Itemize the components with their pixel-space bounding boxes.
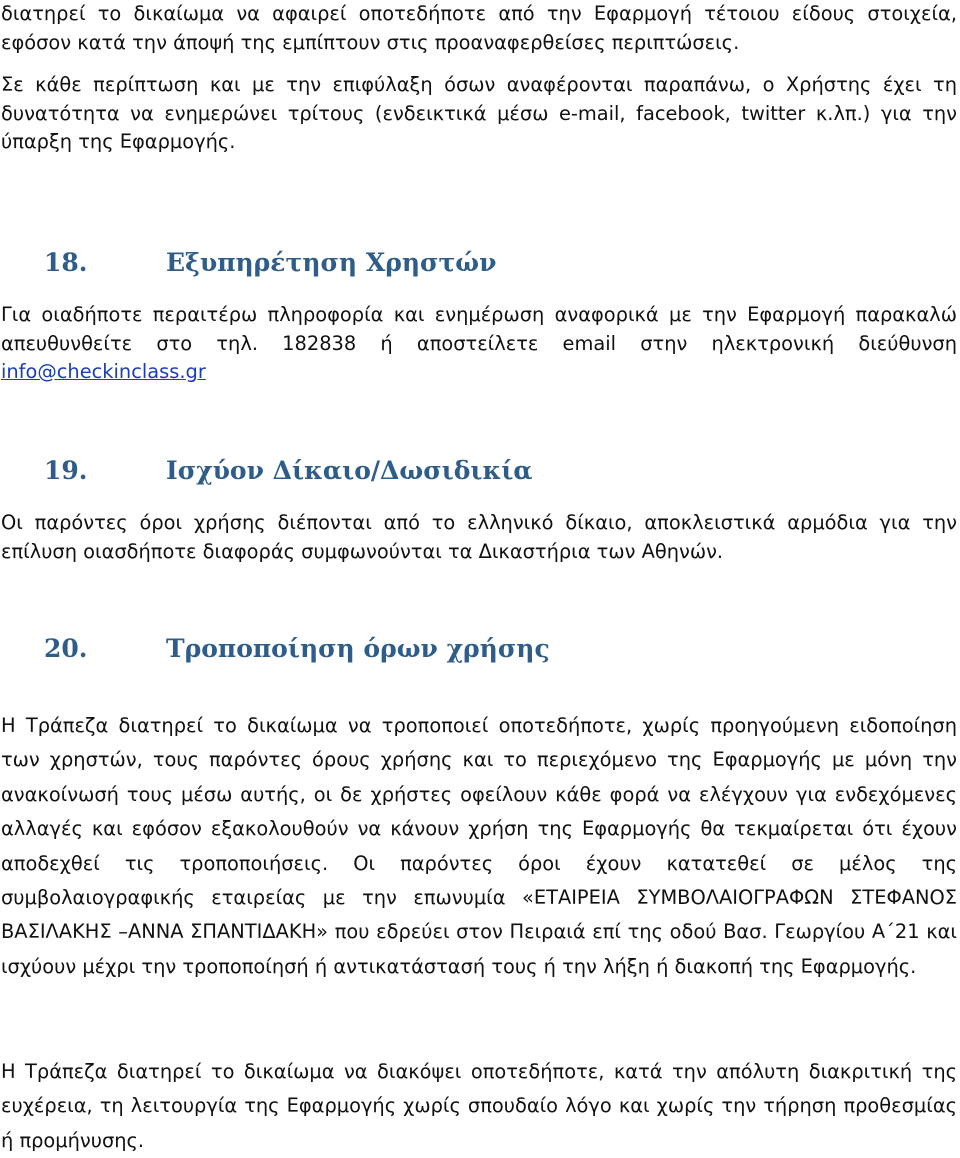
paragraph-intro-continuation: διατηρεί το δικαίωμα να αφαιρεί οποτεδήποτε από την Εφαρμογή τέτοιου είδους στοιχεία, εφόσον κατά την άποψή της εμπίπτουν στις προαναφερθείσες περιπτώσεις. xyxy=(1,2,957,54)
paragraph-customer-service xyxy=(1,301,957,387)
support-email-link[interactable]: info@checkinclass.gr xyxy=(1,360,206,383)
section-title: Ισχύον Δίκαιο/Δωσιδικία xyxy=(166,456,533,485)
paragraph-service-interruption: Η Τράπεζα διατηρεί το δικαίωμα να διακόψει οποτεδήποτε, κατά την απόλυτη διακριτική της ευχέρεια, τη λειτουργία της Εφαρμογής χωρίς σπουδαίο λόγο και χωρίς την τήρηση προθεσμίας ή προμήνυσης. xyxy=(1,1060,957,1152)
section-heading-terms-modification xyxy=(44,632,550,666)
section-heading-customer-service xyxy=(44,246,496,280)
paragraph-terms-modification: Η Τράπεζα διατηρεί το δικαίωμα να τροποποιεί οποτεδήποτε, χωρίς προηγούμενη ειδοποίηση των χρηστών, τους παρόντες όρους χρήσης και το περιεχόμενο της Εφαρμογής με μόνη την ανακοίνωσή τους μέσω αυτής, οι δε χρήστες οφείλουν κάθε φορά να ελέγχουν για ενδεχόμενες αλλαγές και εφόσον εξακολουθούν να κάνουν χρήση της Εφαρμογής θα τεκμαίρεται ότι έχουν αποδεχθεί τις τροποποιήσεις. Οι παρόντες όροι έχουν κατατεθεί σε μέλος της συμβολαιογραφικής εταιρείας με την επωνυμία «ΕΤΑΙΡΕΙΑ ΣΥΜΒΟΛΑΙΟΓΡΑΦΩΝ ΣΤΕΦΑΝΟΣ ΒΑΣΙΛΑΚΗΣ –ΑΝΝΑ ΣΠΑΝΤΙΔΑΚΗ» που εδρεύει στον Πειραιά επί της οδού Βασ. Γεωργίου Α΄21 και ισχύουν μέχρι την τροποποίησή ή αντικατάστασή τους ή την λήξη ή διακοπή της Εφαρμογής. xyxy=(1,714,957,978)
section-number: 18. xyxy=(44,248,88,277)
section-heading-governing-law xyxy=(44,454,533,488)
paragraph-intro-sharing: Σε κάθε περίπτωση και με την επιφύλαξη όσων αναφέρονται παραπάνω, ο Χρήστης έχει τη δυνατότητα να ενημερώνει τρίτους (ενδεικτικά μέσω e-mail, facebook, twitter κ.λπ.) για την ύπαρξη της Εφαρμογής. xyxy=(1,73,957,153)
section-title: Εξυπηρέτηση Χρηστών xyxy=(166,248,497,277)
section-number: 20. xyxy=(44,634,88,663)
section-title: Τροποποίηση όρων χρήσης xyxy=(166,634,550,663)
section-number: 19. xyxy=(44,456,88,485)
customer-service-text: Για οιαδήποτε περαιτέρω πληροφορία και ενημέρωση αναφορικά με την Εφαρμογή παρακαλώ απευθυνθείτε στο τηλ. 182838 ή αποστείλετε email στην ηλεκτρονική διεύθυνση xyxy=(1,303,957,355)
paragraph-governing-law: Οι παρόντες όροι χρήσης διέπονται από το ελληνικό δίκαιο, αποκλειστικά αρμόδια για την επίλυση οιασδήποτε διαφοράς συμφωνούνται τα Δικαστήρια των Αθηνών. xyxy=(1,511,957,563)
